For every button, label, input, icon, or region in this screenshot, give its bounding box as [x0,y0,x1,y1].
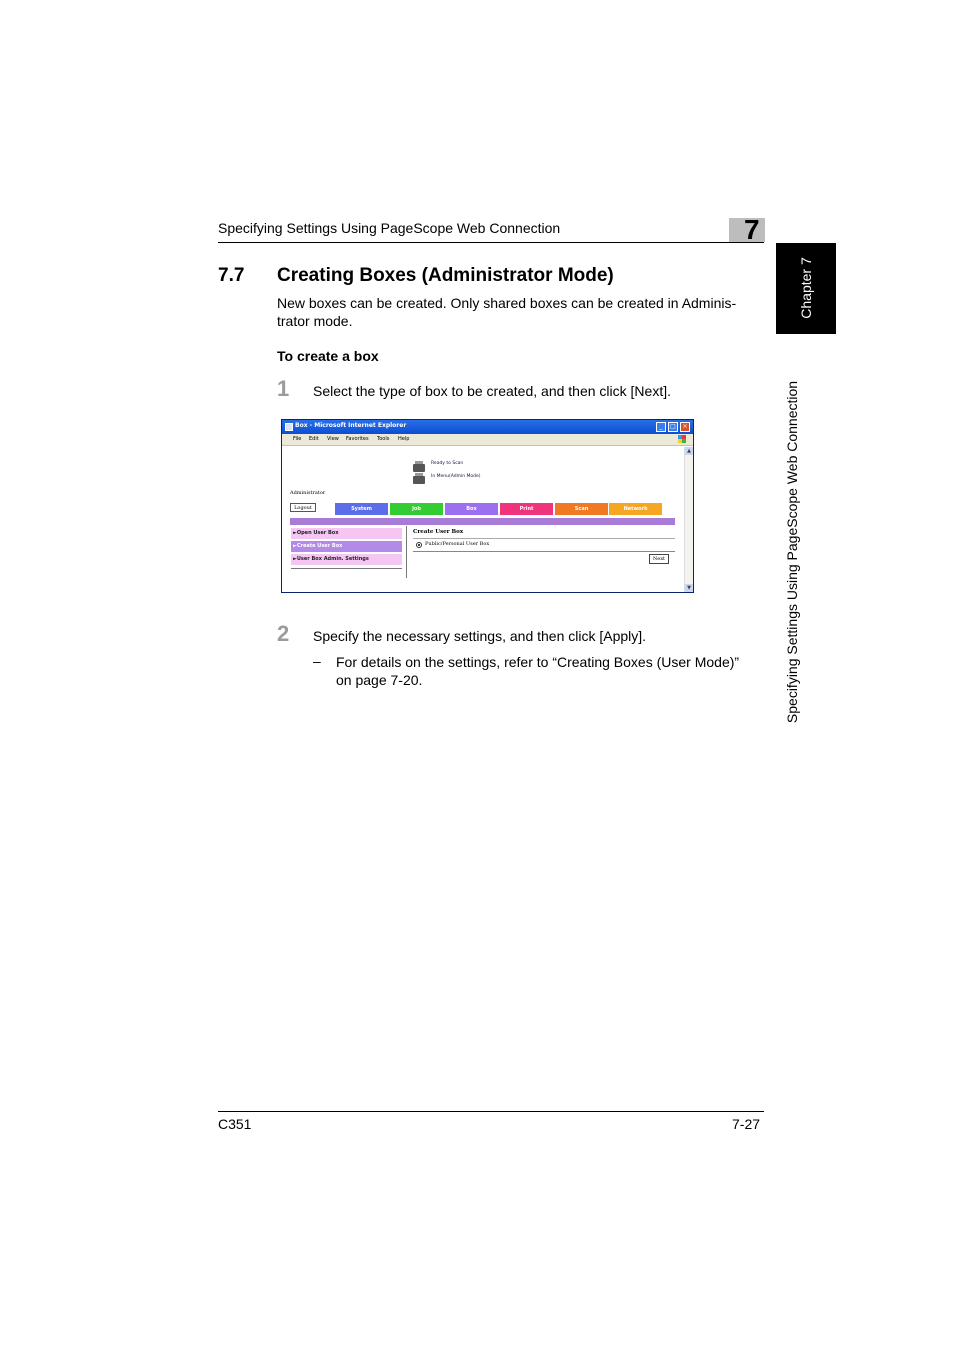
minimize-icon[interactable]: _ [656,422,666,432]
nav-create-user-box[interactable]: ►Create User Box [291,541,402,552]
status-ready: Ready to Scan [431,461,464,466]
menu-edit[interactable]: Edit [309,436,319,442]
printer-icon [413,464,425,472]
header-rule [218,242,764,243]
content-title: Create User Box [413,529,464,535]
windows-logo-icon [678,435,686,443]
tab-scan[interactable]: Scan [555,503,608,515]
logout-button[interactable]: Logout [290,503,316,512]
window-titlebar [282,420,693,434]
footer-rule [218,1111,764,1112]
menu-favorites[interactable]: Favorites [346,436,369,442]
section-title: Creating Boxes (Administrator Mode) [277,265,614,286]
substep-line-1: For details on the settings, refer to “Creating Boxes (User Mode)” [336,654,740,670]
side-chapter-label: Chapter 7 [798,257,814,319]
scroll-down-icon[interactable]: ▼ [685,584,693,592]
menu-tools[interactable]: Tools [377,436,390,442]
close-icon[interactable]: × [680,422,690,432]
step-2-text: Specify the necessary settings, and then click [Apply]. [313,628,647,644]
nav-user-box-admin-settings[interactable]: ►User Box Admin. Settings [291,554,402,565]
substep-text [336,653,766,689]
section-number: 7.7 [218,265,245,286]
procedure-title: To create a box [277,348,379,364]
menu-view[interactable]: View [327,436,339,442]
box-section-bar [290,518,675,525]
substep-dash: – [313,653,321,669]
window-title: Box - Microsoft Internet Explorer [295,422,407,429]
intro-line-1: New boxes can be created. Only shared boxes can be created in Adminis- [277,295,737,311]
nav-open-user-box[interactable]: ►Open User Box [291,528,402,539]
step-1-number: 1 [277,376,290,401]
substep-line-2: on page 7-20. [336,672,423,688]
status-mode: In Menu(Admin Mode) [431,474,481,479]
footer-model: C351 [218,1116,252,1132]
menu-file[interactable]: File [293,436,302,442]
running-header-title: Specifying Settings Using PageScope Web Connection [218,220,561,236]
intro-line-2: trator mode. [277,313,353,329]
vertical-scrollbar[interactable] [684,447,693,592]
tab-system[interactable]: System [335,503,388,515]
radio-public-personal[interactable] [416,542,422,548]
next-button[interactable]: Next [649,554,669,564]
radio-label: Public/Personal User Box [425,541,490,547]
side-section-label: Specifying Settings Using PageScope Web Connection [784,380,800,724]
footer-page-number: 7-27 [732,1116,761,1132]
printer-mode-icon [413,476,425,484]
ie-icon [285,423,293,431]
chapter-number: 7 [744,214,760,245]
content-separator [406,526,407,578]
step-1-text: Select the type of box to be created, and then click [Next]. [313,383,671,399]
admin-label: Administrator [290,490,326,496]
maximize-icon[interactable]: □ [668,422,678,432]
tab-print[interactable]: Print [500,503,553,515]
nav-divider [291,568,402,569]
section-intro [277,294,759,330]
scroll-up-icon[interactable]: ▲ [685,447,693,455]
menu-bar [282,434,693,446]
tab-job[interactable]: Job [390,503,443,515]
tab-box[interactable]: Box [445,503,498,515]
content-rule-2 [413,551,675,552]
menu-help[interactable]: Help [398,436,410,442]
content-rule [413,538,675,539]
step-2-number: 2 [277,621,290,646]
tab-network[interactable]: Network [609,503,662,515]
browser-screenshot [281,419,694,593]
